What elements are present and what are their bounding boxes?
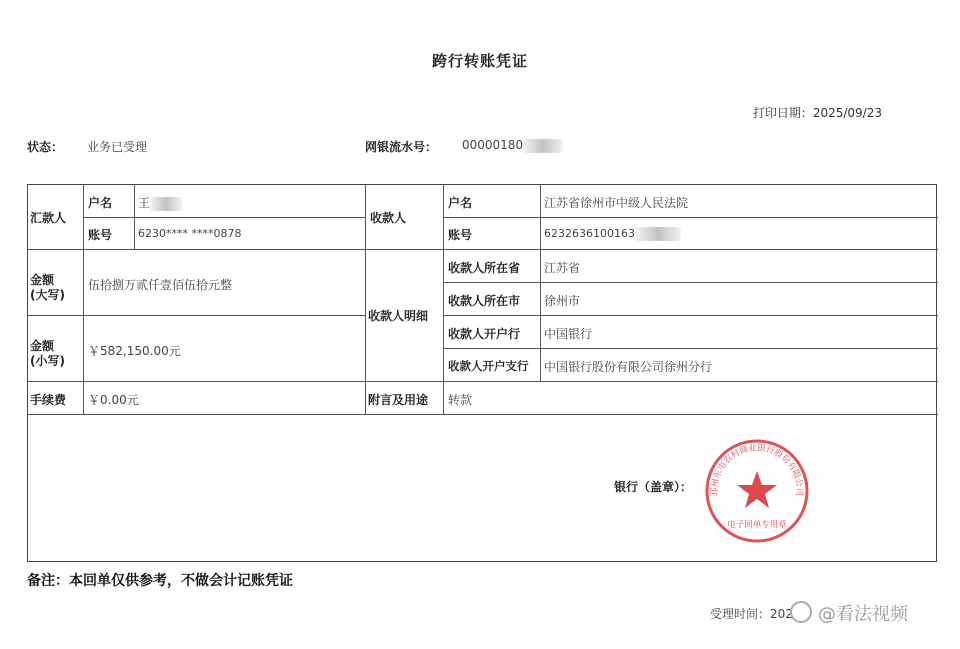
seal-graphic bbox=[703, 437, 811, 545]
remitter-section-label: 汇款人 bbox=[30, 211, 67, 225]
remitter-name bbox=[138, 194, 182, 211]
line bbox=[443, 315, 938, 316]
amount-lower-value: ￥582,150.00元 bbox=[88, 344, 181, 358]
accept-time: 受理时间：202 bbox=[710, 607, 793, 621]
payee-detail-section-label: 收款人明细 bbox=[368, 309, 429, 323]
memo-value: 转款 bbox=[448, 393, 473, 407]
remitter-name-label: 户名 bbox=[88, 196, 113, 210]
line bbox=[443, 282, 938, 283]
watermark-logo-icon bbox=[790, 601, 812, 623]
remitter-account-label: 账号 bbox=[88, 228, 113, 242]
redaction-blur bbox=[150, 197, 182, 211]
document-title: 跨行转账凭证 bbox=[431, 52, 528, 70]
line bbox=[365, 185, 366, 414]
status-label: 状态： bbox=[27, 140, 64, 154]
watermark-text: @看法视频 bbox=[818, 604, 908, 625]
memo-label: 附言及用途 bbox=[368, 393, 429, 407]
line bbox=[83, 185, 84, 249]
city-label: 收款人所在市 bbox=[448, 294, 521, 308]
line bbox=[443, 217, 938, 218]
payee-account-value: 6232636100163 bbox=[544, 227, 635, 240]
city-value: 徐州市 bbox=[544, 294, 581, 308]
bank-value: 中国银行 bbox=[544, 327, 593, 341]
remitter-account-value: 6230**** ****0878 bbox=[138, 227, 242, 240]
branch-label: 收款人开户支行 bbox=[448, 359, 529, 373]
serial-number bbox=[462, 138, 563, 153]
footer-note: 备注：本回单仅供参考，不做会计记账凭证 bbox=[27, 573, 293, 589]
line bbox=[28, 414, 938, 415]
branch-value: 中国银行股份有限公司徐州分行 bbox=[544, 360, 713, 374]
line bbox=[540, 185, 541, 381]
svg-text:邳州东屯农村商业银行股份有限公司: 邳州东屯农村商业银行股份有限公司 bbox=[709, 443, 805, 497]
redaction-blur bbox=[523, 139, 563, 153]
line bbox=[83, 217, 365, 218]
serial-value: 00000180 bbox=[462, 138, 524, 152]
watermark bbox=[790, 600, 908, 626]
line bbox=[28, 315, 365, 316]
svg-text:电子回单专用章: 电子回单专用章 bbox=[727, 520, 787, 530]
serial-label: 网银流水号： bbox=[365, 140, 438, 154]
line bbox=[28, 381, 938, 382]
amount-upper-label: 金额 (大写) bbox=[30, 273, 65, 302]
bank-seal-stamp bbox=[703, 437, 811, 545]
bank-seal-label: 银行（盖章）： bbox=[614, 480, 693, 494]
payee-account bbox=[544, 227, 681, 241]
line bbox=[83, 249, 84, 414]
amount-lower-label: 金额 (小写) bbox=[30, 339, 65, 368]
line bbox=[443, 185, 444, 414]
line bbox=[443, 348, 938, 349]
print-date: 打印日期：2025/09/23 bbox=[752, 106, 882, 120]
province-value: 江苏省 bbox=[544, 261, 581, 275]
line bbox=[28, 249, 938, 250]
fee-value: ￥0.00元 bbox=[88, 393, 139, 407]
payee-name-label: 户名 bbox=[448, 196, 473, 210]
province-label: 收款人所在省 bbox=[448, 261, 521, 275]
fee-label: 手续费 bbox=[30, 393, 67, 407]
amount-upper-value: 伍拾捌万贰仟壹佰伍拾元整 bbox=[88, 278, 233, 292]
remitter-name-value: 王 bbox=[138, 196, 151, 210]
status-value: 业务已受理 bbox=[87, 140, 148, 154]
bank-label: 收款人开户行 bbox=[448, 327, 521, 341]
payee-account-label: 账号 bbox=[448, 228, 473, 242]
line bbox=[134, 185, 135, 249]
payee-section-label: 收款人 bbox=[370, 211, 407, 225]
payee-name-value: 江苏省徐州市中级人民法院 bbox=[544, 196, 689, 210]
redaction-blur bbox=[635, 227, 681, 241]
